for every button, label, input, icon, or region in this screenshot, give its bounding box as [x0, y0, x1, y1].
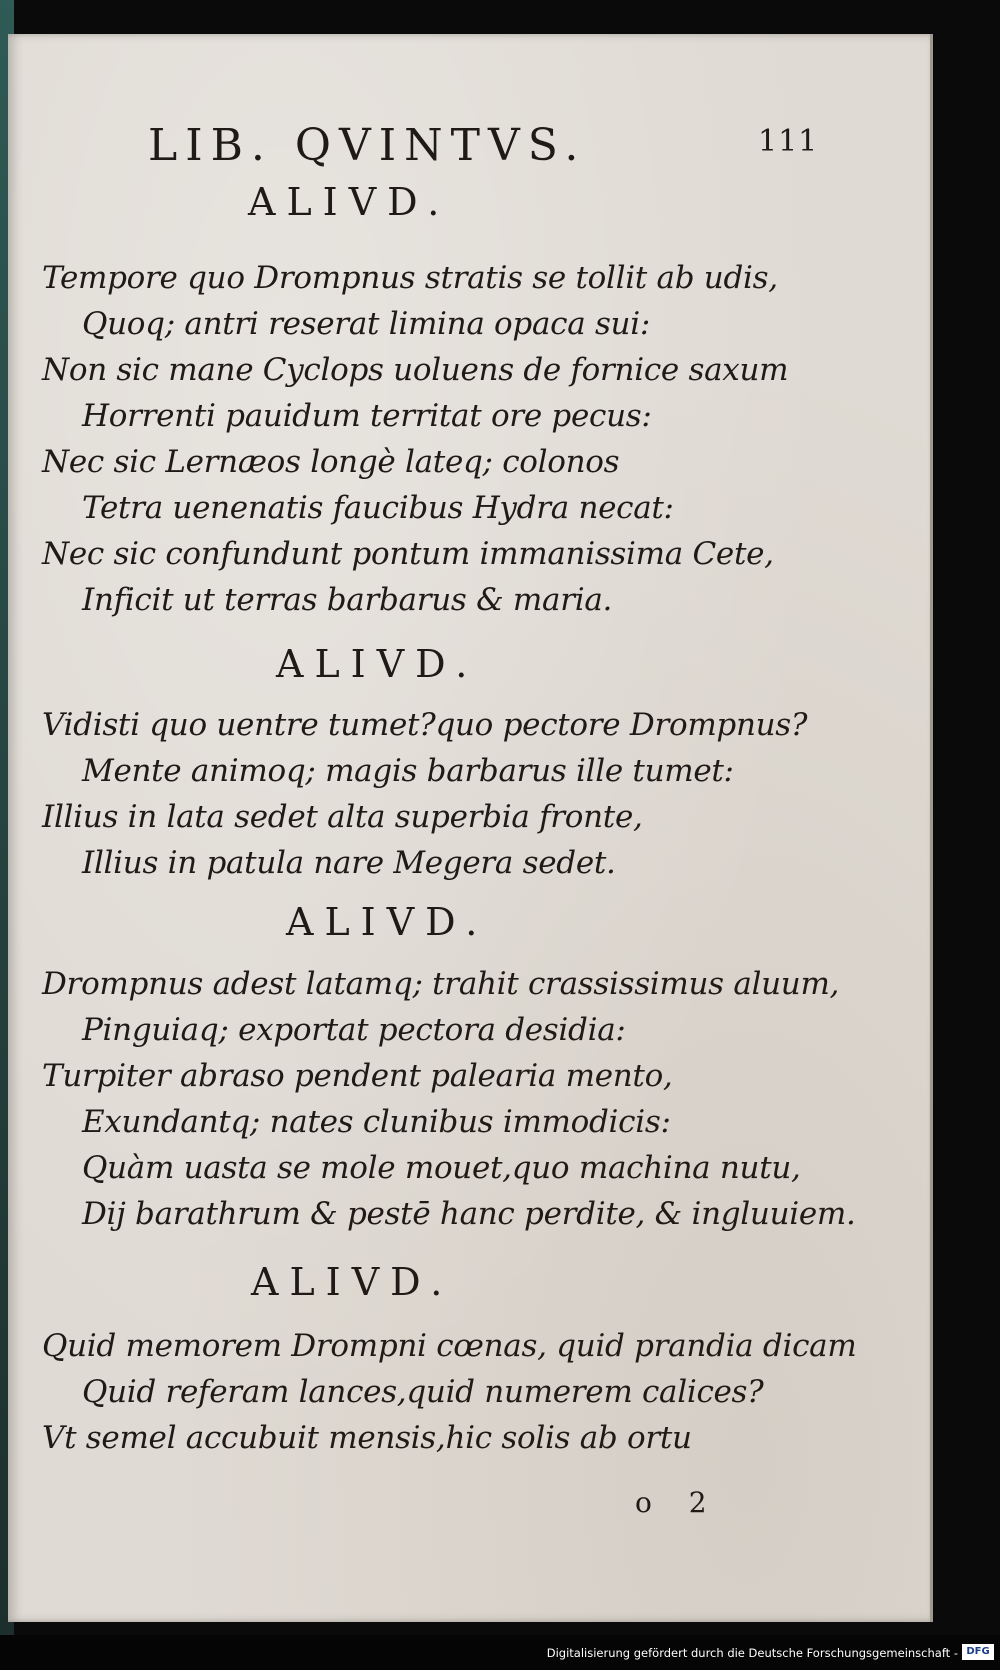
- section-heading: ALIVD.: [276, 642, 479, 686]
- verse-line: Quid referam lances,quid numerem calices?: [82, 1374, 764, 1410]
- verse-line: Tempore quo Drompnus stratis se tollit ab udis,: [42, 260, 778, 296]
- verse-line: Exundantq; nates clunibus immodicis:: [82, 1104, 671, 1140]
- verse-line: Mente animoq; magis barbarus ille tumet:: [82, 753, 734, 789]
- folio-number: 111: [758, 124, 819, 159]
- section-heading: ALIVD.: [251, 1260, 454, 1304]
- verse-line: Nec sic Lernæos longè lateq; colonos: [42, 444, 620, 480]
- section-heading: ALIVD.: [248, 180, 451, 224]
- footer-bar: [0, 1635, 1000, 1670]
- verse-line: Quid memorem Drompni cœnas, quid prandia dicam: [42, 1328, 857, 1364]
- verse-line: Quàm uasta se mole mouet,quo machina nutu,: [82, 1150, 801, 1186]
- verse-line: Illius in lata sedet alta superbia fronte,: [42, 799, 643, 835]
- verse-line: Quoq; antri reserat limina opaca sui:: [82, 306, 650, 342]
- verse-line: Nec sic confundunt pontum immanissima Cete,: [42, 536, 774, 572]
- verse-line: Horrenti pauidum territat ore pecus:: [82, 398, 652, 434]
- verse-line: Turpiter abraso pendent palearia mento,: [42, 1058, 673, 1094]
- signature-mark: o 2: [635, 1486, 721, 1519]
- page-edge: [930, 34, 933, 1622]
- verse-line: Tetra uenenatis faucibus Hydra necat:: [82, 490, 674, 526]
- dfg-logo: DFG: [962, 1644, 994, 1660]
- verse-line: Inficit ut terras barbarus & maria.: [82, 582, 613, 618]
- verse-line: Pinguiaq; exportat pectora desidia:: [82, 1012, 626, 1048]
- verse-line: Vidisti quo uentre tumet?quo pectore Drompnus?: [42, 707, 808, 743]
- verse-line: Illius in patula nare Megera sedet.: [82, 845, 616, 881]
- verse-line: Vt semel accubuit mensis,hic solis ab ortu: [42, 1420, 692, 1456]
- book-page: [8, 34, 933, 1622]
- verse-line: Dij barathrum & pestē hanc perdite, & ingluuiem.: [82, 1196, 856, 1232]
- running-header: [148, 120, 848, 180]
- verse-line: Non sic mane Cyclops uoluens de fornice saxum: [42, 352, 789, 388]
- verse-line: Drompnus adest latamq; trahit crassissimus aluum,: [42, 966, 840, 1002]
- book-title: LIB. QVINTVS.: [148, 120, 587, 171]
- footer-credit: Digitalisierung gefördert durch die Deutsche Forschungsgemeinschaft -: [546, 1646, 958, 1660]
- section-heading: ALIVD.: [286, 900, 489, 944]
